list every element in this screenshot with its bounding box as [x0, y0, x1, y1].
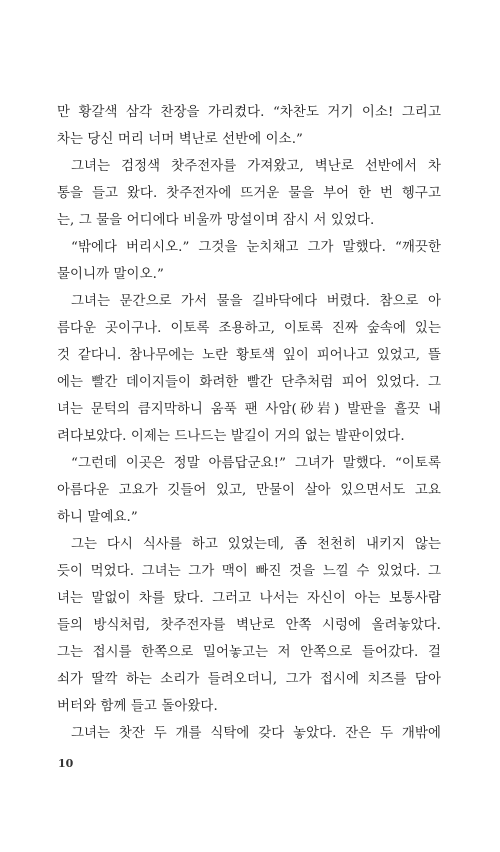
text-line: 물이니까 말이오.” — [57, 267, 164, 282]
text-line: 통을 들고 왔다. 찻주전자에 뜨거운 물을 부어 한 번 헹구고 — [57, 186, 441, 201]
text-line: 듯이 먹었다. 그녀는 그가 맥이 빠진 것을 느낄 수 있었다. 그 — [57, 564, 441, 579]
text-line: 아름다운 고요가 깃들어 있고, 만물이 살아 있으면서도 고요 — [57, 483, 441, 498]
text-line: 만 황갈색 삼각 찬장을 가리켰다. “차찬도 거기 이소! 그리고 — [57, 105, 441, 120]
text-line: 녀는 말없이 차를 탔다. 그러고 나서는 자신이 아는 보통사람 — [57, 591, 441, 606]
text-line: 려다보았다. 이제는 드나드는 발길이 거의 없는 발판이었다. — [57, 429, 405, 444]
text-line: 름다운 곳이구나. 이토록 조용하고, 이토록 진짜 숲속에 있는 — [57, 321, 441, 336]
text-line: 것 같다니. 참나무에는 노란 황토색 잎이 피어나고 있었고, 뜰 — [57, 348, 441, 363]
text-line: 그는 접시를 한쪽으로 밀어놓고는 저 안쪽으로 들어갔다. 걸 — [57, 645, 441, 660]
text-line: 에는 빨간 데이지들이 화려한 빨간 단추처럼 피어 있었다. 그 — [57, 375, 441, 390]
text-line: 녀는 문턱의 큼지막하니 움푹 팬 사암(砂岩) 발판을 흘끗 내 — [57, 402, 441, 417]
text-line: 버터와 함께 들고 돌아왔다. — [57, 699, 218, 714]
text-line: 차는 당신 머리 너머 벽난로 선반에 이소.” — [57, 132, 304, 147]
text-line: 그녀는 검정색 찻주전자를 가져왔고, 벽난로 선반에서 차 — [71, 159, 441, 174]
text-line: 하니 말예요.” — [57, 510, 138, 525]
text-line: 그는 다시 식사를 하고 있었는데, 좀 천천히 내키지 않는 — [71, 537, 441, 552]
text-line: 그녀는 찻잔 두 개를 식탁에 갖다 놓았다. 잔은 두 개밖에 — [71, 726, 441, 741]
text-line: 는, 그 물을 어디에다 비울까 망설이며 잠시 서 있었다. — [57, 213, 375, 228]
body-text — [57, 99, 441, 747]
page-number: 10 — [58, 757, 74, 770]
text-line: 쇠가 딸깍 하는 소리가 들려오더니, 그가 접시에 치즈를 담아 — [57, 672, 441, 687]
text-line: 들의 방식처럼, 찻주전자를 벽난로 안쪽 시렁에 올려놓았다. — [57, 618, 441, 633]
text-line: “밖에다 버리시오.” 그것을 눈치채고 그가 말했다. “깨끗한 — [71, 240, 441, 255]
text-line: 그녀는 문간으로 가서 물을 길바닥에다 버렸다. 참으로 아 — [71, 294, 441, 309]
text-line: “그런데 이곳은 정말 아름답군요!” 그녀가 말했다. “이토록 — [71, 456, 441, 471]
